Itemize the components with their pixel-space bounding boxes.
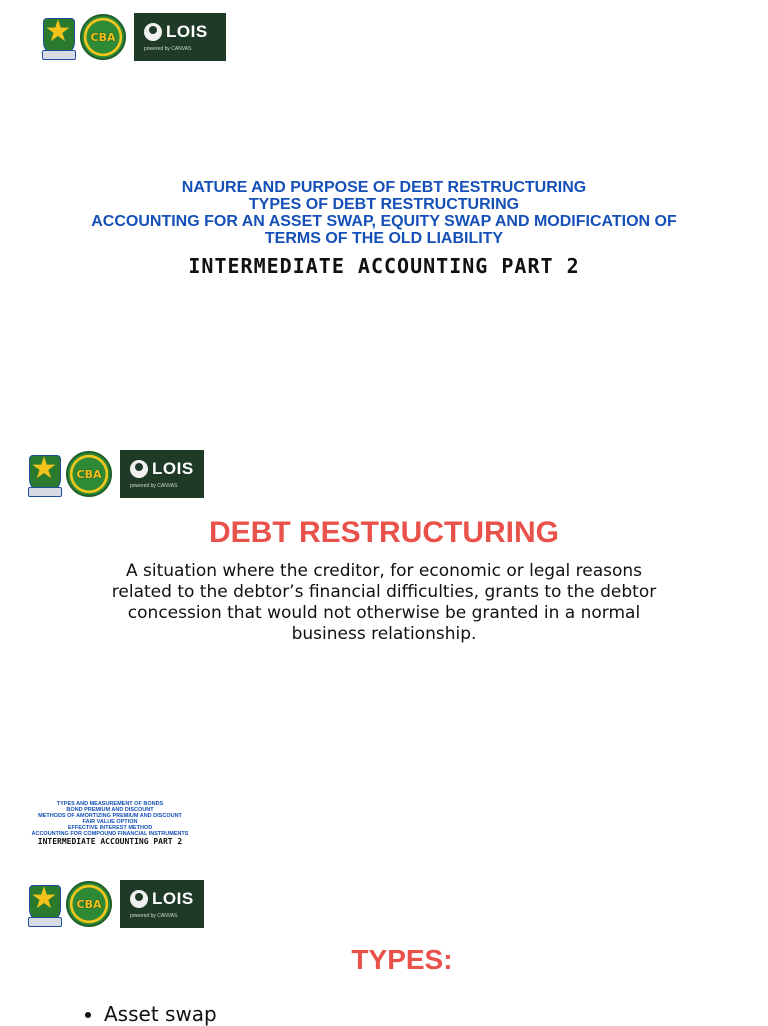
lois-logo-name: LOIS bbox=[152, 889, 194, 908]
slide1-course-title: INTERMEDIATE ACCOUNTING PART 2 bbox=[188, 254, 580, 278]
slide1-topics bbox=[0, 179, 768, 247]
thumb-topic-line: BOND PREMIUM AND DISCOUNT bbox=[66, 807, 154, 813]
lois-logo-sub: powered by CANVAS bbox=[144, 46, 192, 52]
school-star-logo-icon: ★ bbox=[26, 451, 62, 497]
school-star-logo-icon: ★ bbox=[26, 881, 62, 927]
lois-logo bbox=[134, 13, 226, 61]
thumb-topic-line: METHODS OF AMORTIZING PREMIUM AND DISCOUNT bbox=[38, 813, 182, 819]
school-star-logo-icon: ★ bbox=[40, 14, 76, 60]
cba-seal-text: CBA bbox=[76, 897, 102, 911]
topic-line: ACCOUNTING FOR AN ASSET SWAP, EQUITY SWAP AND MODIFICATION OF bbox=[91, 213, 677, 230]
slide3-logo-bar bbox=[26, 880, 204, 928]
thumb-topic-line: FAIR VALUE OPTION bbox=[82, 819, 138, 825]
lois-avatar-icon bbox=[130, 460, 148, 478]
lois-logo-name: LOIS bbox=[152, 459, 194, 478]
lois-logo bbox=[120, 450, 204, 498]
definition-line: concession that would not otherwise be granted in a normal bbox=[127, 603, 641, 623]
thumb-topic-line: ACCOUNTING FOR COMPOUND FINANCIAL INSTRUMENTS bbox=[31, 831, 189, 837]
slide3-heading: TYPES: bbox=[351, 944, 453, 975]
thumb-course-title: INTERMEDIATE ACCOUNTING PART 2 bbox=[37, 837, 183, 846]
cba-seal-text: CBA bbox=[90, 30, 116, 44]
slide2-heading: DEBT RESTRUCTURING bbox=[209, 516, 559, 549]
thumb-topic-line: TYPES AND MEASUREMENT OF BONDS bbox=[56, 801, 164, 807]
cba-seal-logo-icon bbox=[66, 881, 112, 927]
definition-line: related to the debtor’s financial difficulties, grants to the debtor bbox=[111, 582, 657, 602]
topic-line: TERMS OF THE OLD LIABILITY bbox=[264, 230, 504, 247]
lois-logo bbox=[120, 880, 204, 928]
cba-seal-logo-icon bbox=[66, 451, 112, 497]
types-list bbox=[78, 1002, 217, 1026]
slide2-definition bbox=[0, 561, 768, 645]
lois-avatar-icon bbox=[130, 890, 148, 908]
topic-line: TYPES OF DEBT RESTRUCTURING bbox=[248, 196, 520, 213]
thumbnail-slide bbox=[30, 801, 190, 846]
definition-line: A situation where the creditor, for economic or legal reasons bbox=[125, 561, 643, 581]
cba-seal-logo-icon bbox=[80, 14, 126, 60]
slide2-logo-bar bbox=[26, 450, 204, 498]
list-item: • Asset swap bbox=[104, 1002, 217, 1026]
cba-seal-text: CBA bbox=[76, 467, 102, 481]
lois-logo-sub: powered by CANVAS bbox=[130, 483, 178, 489]
lois-logo-name: LOIS bbox=[166, 22, 208, 41]
slide1-logo-bar bbox=[40, 13, 226, 61]
topic-line: NATURE AND PURPOSE OF DEBT RESTRUCTURING bbox=[181, 179, 587, 196]
lois-logo-sub: powered by CANVAS bbox=[130, 913, 178, 919]
thumb-topic-line: EFFECTIVE INTEREST METHOD bbox=[67, 825, 153, 831]
lois-avatar-icon bbox=[144, 23, 162, 41]
definition-line: business relationship. bbox=[291, 624, 477, 644]
